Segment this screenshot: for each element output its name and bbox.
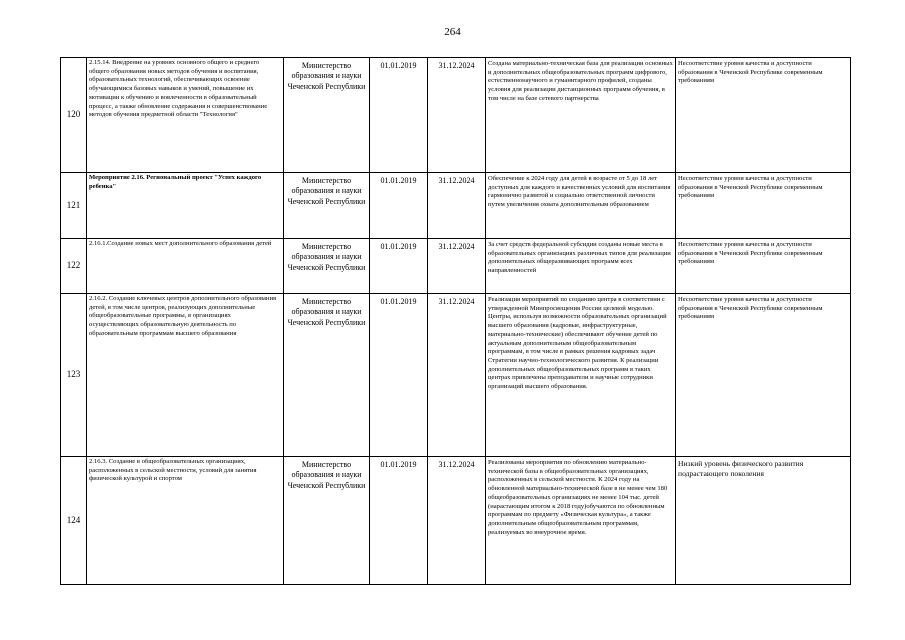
measure-name: 2.15.14. Внедрение на уровнях основного общего и среднего общего образования новых методов обучения и воспитания, образовательных технологий, обеспечивающих освоение обучающимися базовых навыков и умений, повышение их мотивации к обучению и вовлеченности в образовательный процесс, а также обновление содержания и совершенствование методов обучения предметной области "Технология" [87, 58, 284, 173]
consequence: Несоответствие уровня качества и доступности образования в Чеченской Республике современным требованиям [676, 58, 851, 173]
expected-result: Реализация мероприятий по созданию центра в соответствии с утвержденной Минпросвещения России целевой моделью. Центры, используя возможности образовательных организаций высшего образования (кадровые, инфраструктурные, материально-технические) обеспечивают обучение детей по актуальным дополнительным общеобразовательным программам, в том числе в рамках решения кадровых задач Стратегии научно-технологического развития. К реализации дополнительных общеобразовательных программ в таких центрах привлечены преподаватели и научные сотрудники организаций высшего образования. [486, 294, 676, 457]
row-number: 123 [61, 294, 87, 457]
table-row [61, 173, 851, 239]
responsible-org: Министерство образования и науки Чеченской Республики [284, 294, 370, 457]
row-number: 124 [61, 457, 87, 585]
end-date: 31.12.2024 [428, 239, 486, 294]
end-date: 31.12.2024 [428, 173, 486, 239]
expected-result: Реализованы мероприятия по обновлению материально-технической базы в общеобразовательных организациях, расположенных в сельской местности. К 2024 году на обновленной материально-технической базе в не менее чем 180 общеобразовательных организациях не менее 104 тыс. детей (нарастающим итогом к 2018 году)обучаются по обновленным программам по предмету «Физическая культура», а также дополнительным общеобразовательным программам, реализуемых во внеурочное время. [486, 457, 676, 585]
table-row [61, 294, 851, 457]
end-date: 31.12.2024 [428, 58, 486, 173]
expected-result: Создана материально-техническая база для реализации основных и дополнительных общеобразовательных программ цифрового, естественнонаучного и гуманитарного профилей, созданы условия для реализации дистанционных программ обучения, в том числе на базе сетевого партнерства [486, 58, 676, 173]
end-date: 31.12.2024 [428, 457, 486, 585]
measure-name: 2.16.3. Создание в общеобразовательных организациях, расположенных в сельской местности, условий для занятия физической культурой и спортом [87, 457, 284, 585]
start-date: 01.01.2019 [370, 457, 428, 585]
row-number: 120 [61, 58, 87, 173]
expected-result: Обеспечение к 2024 году для детей в возрасте от 5 до 18 лет доступных для каждого и качественных условий для воспитания гармонично развитой и социально ответственной личности путем увеличения охвата дополнительным образованием [486, 173, 676, 239]
consequence: Низкий уровень физического развития подрастающего поколения [676, 457, 851, 585]
table-row [61, 457, 851, 585]
page-number: 264 [444, 26, 461, 38]
measure-name: 2.16.2. Создание ключевых центров дополнительного образования детей, в том числе центров, реализующих дополнительные общеобразовательные программы, в организациях осуществляющих образовательную деятельность по образовательным программам высшего образования [87, 294, 284, 457]
start-date: 01.01.2019 [370, 239, 428, 294]
end-date: 31.12.2024 [428, 294, 486, 457]
table-row [61, 58, 851, 173]
responsible-org: Министерство образования и науки Чеченской Республики [284, 239, 370, 294]
responsible-org: Министерство образования и науки Чеченской Республики [284, 58, 370, 173]
responsible-org: Министерство образования и науки Чеченской Республики [284, 457, 370, 585]
row-number: 122 [61, 239, 87, 294]
start-date: 01.01.2019 [370, 58, 428, 173]
measure-name: 2.16.1.Создание новых мест дополнительного образования детей [87, 239, 284, 294]
measures-table [60, 57, 851, 585]
start-date: 01.01.2019 [370, 173, 428, 239]
expected-result: За счет средств федеральной субсидии созданы новые места в образовательных организациях различных типов для реализации дополнительных общеразвивающих программ всех направленностей [486, 239, 676, 294]
consequence: Несоответствие уровня качества и доступности образования в Чеченской Республике современным требованиям [676, 239, 851, 294]
consequence: Несоответствие уровня качества и доступности образования в Чеченской Республике современным требованиям [676, 294, 851, 457]
consequence: Несоответствие уровня качества и доступности образования в Чеченской Республике современным требованиям [676, 173, 851, 239]
row-number: 121 [61, 173, 87, 239]
measure-name: Мероприятие 2.16. Региональный проект "Успех каждого ребенка" [87, 173, 284, 239]
responsible-org: Министерство образования и науки Чеченской Республики [284, 173, 370, 239]
table-row [61, 239, 851, 294]
start-date: 01.01.2019 [370, 294, 428, 457]
